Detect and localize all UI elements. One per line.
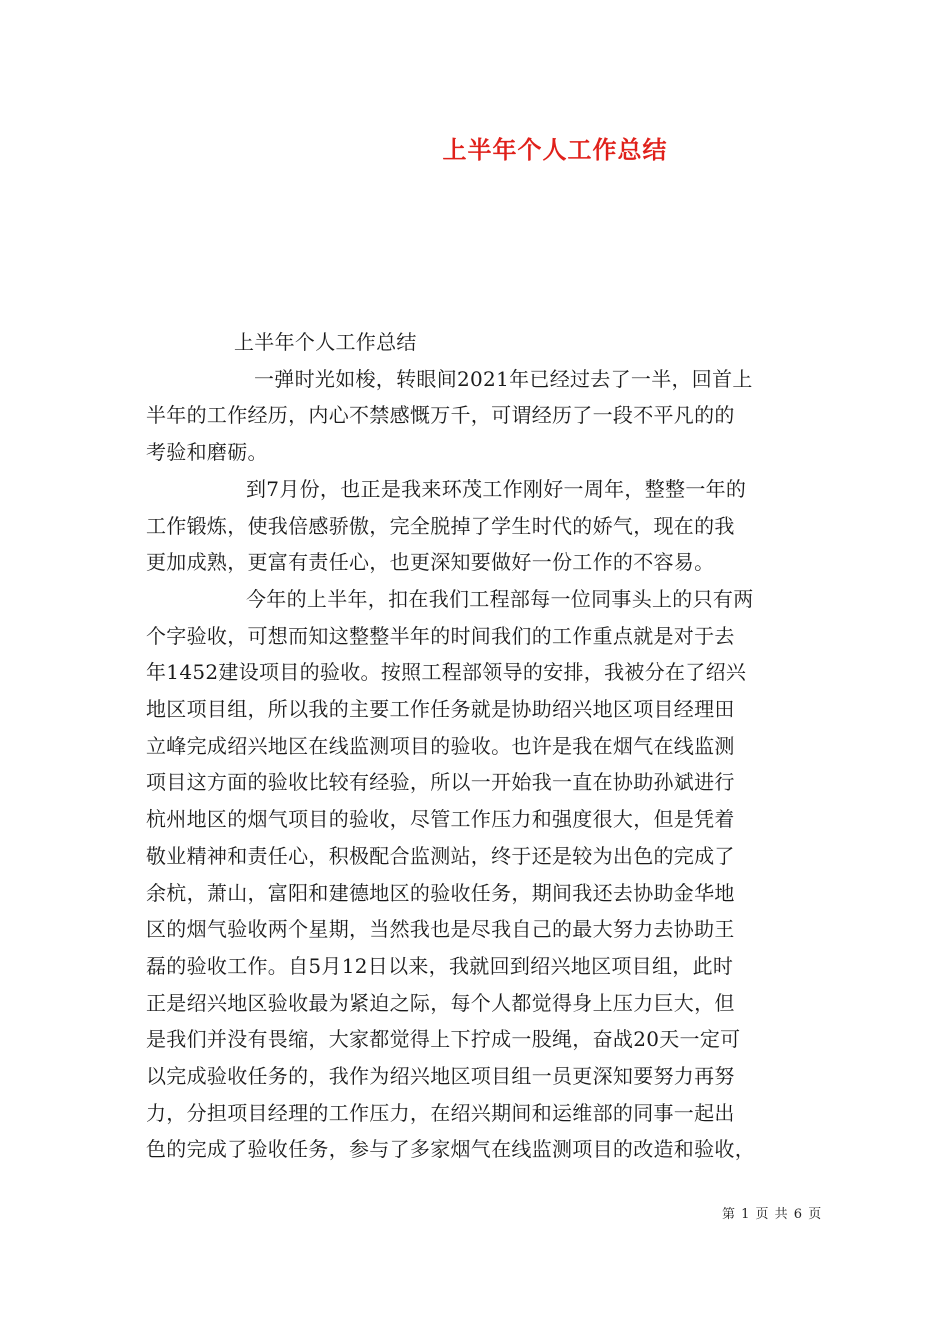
paragraph-3-line-5: 立峰完成绍兴地区在线监测项目的验收。也许是我在烟气在线监测 <box>146 733 735 758</box>
document-title: 上半年个人工作总结 <box>442 135 668 164</box>
body-heading: 上半年个人工作总结 <box>234 330 417 354</box>
paragraph-3-line-10: 区的烟气验收两个星期，当然我也是尽我自己的最大努力去协助王 <box>146 917 735 942</box>
paragraph-3-line-6: 项目这方面的验收比较有经验，所以一开始我一直在协助孙斌进行 <box>146 770 735 795</box>
paragraph-3-line-15: 力，分担项目经理的工作压力，在绍兴期间和运维部的同事一起出 <box>146 1100 735 1125</box>
paragraph-3-line-4: 地区项目组，所以我的主要工作任务就是协助绍兴地区项目经理田 <box>146 697 735 722</box>
paragraph-3-line-8: 敬业精神和责任心，积极配合监测站，终于还是较为出色的完成了 <box>146 843 735 868</box>
paragraph-3-line-3: 年1452建设项目的验收。按照工程部领导的安排，我被分在了绍兴 <box>146 660 747 685</box>
paragraph-3-line-2: 个字验收，可想而知这整整半年的时间我们的工作重点就是对于去 <box>146 623 735 648</box>
paragraph-3-line-11: 磊的验收工作。自5月12日以来，我就回到绍兴地区项目组，此时 <box>146 953 734 978</box>
paragraph-3-line-1: 今年的上半年，扣在我们工程部每一位同事头上的只有两 <box>246 586 754 611</box>
document-body <box>146 324 811 1168</box>
paragraph-3-line-9: 余杭，萧山，富阳和建德地区的验收任务，期间我还去协助金华地 <box>146 880 735 905</box>
paragraph-1-line-1: 一弹时光如梭，转眼间2021年已经过去了一半，回首上 <box>254 366 753 391</box>
paragraph-3-line-14: 以完成验收任务的，我作为绍兴地区项目组一员更深知要努力再努 <box>146 1064 735 1089</box>
paragraph-1-line-3: 考验和磨砺。 <box>146 440 268 465</box>
paragraph-2-line-1: 到7月份，也正是我来环茂工作刚好一周年，整整一年的 <box>246 476 747 501</box>
paragraph-3-line-12: 正是绍兴地区验收最为紧迫之际，每个人都觉得身上压力巨大，但 <box>146 990 735 1015</box>
paragraph-2-line-3: 更加成熟，更富有责任心，也更深知要做好一份工作的不容易。 <box>146 550 715 575</box>
paragraph-3-line-16: 色的完成了验收任务，参与了多家烟气在线监测项目的改造和验收， <box>146 1137 755 1162</box>
paragraph-2-line-2: 工作锻炼，使我倍感骄傲，完全脱掉了学生时代的娇气，现在的我 <box>146 513 735 538</box>
paragraph-1-line-2: 半年的工作经历，内心不禁感慨万千，可谓经历了一段不平凡的的 <box>146 403 735 428</box>
page-number: 第 1 页 共 6 页 <box>722 1207 823 1222</box>
paragraph-3-line-13: 是我们并没有畏缩，大家都觉得上下拧成一股绳，奋战20天一定可 <box>146 1027 741 1052</box>
paragraph-3-line-7: 杭州地区的烟气项目的验收，尽管工作压力和强度很大，但是凭着 <box>146 807 735 832</box>
